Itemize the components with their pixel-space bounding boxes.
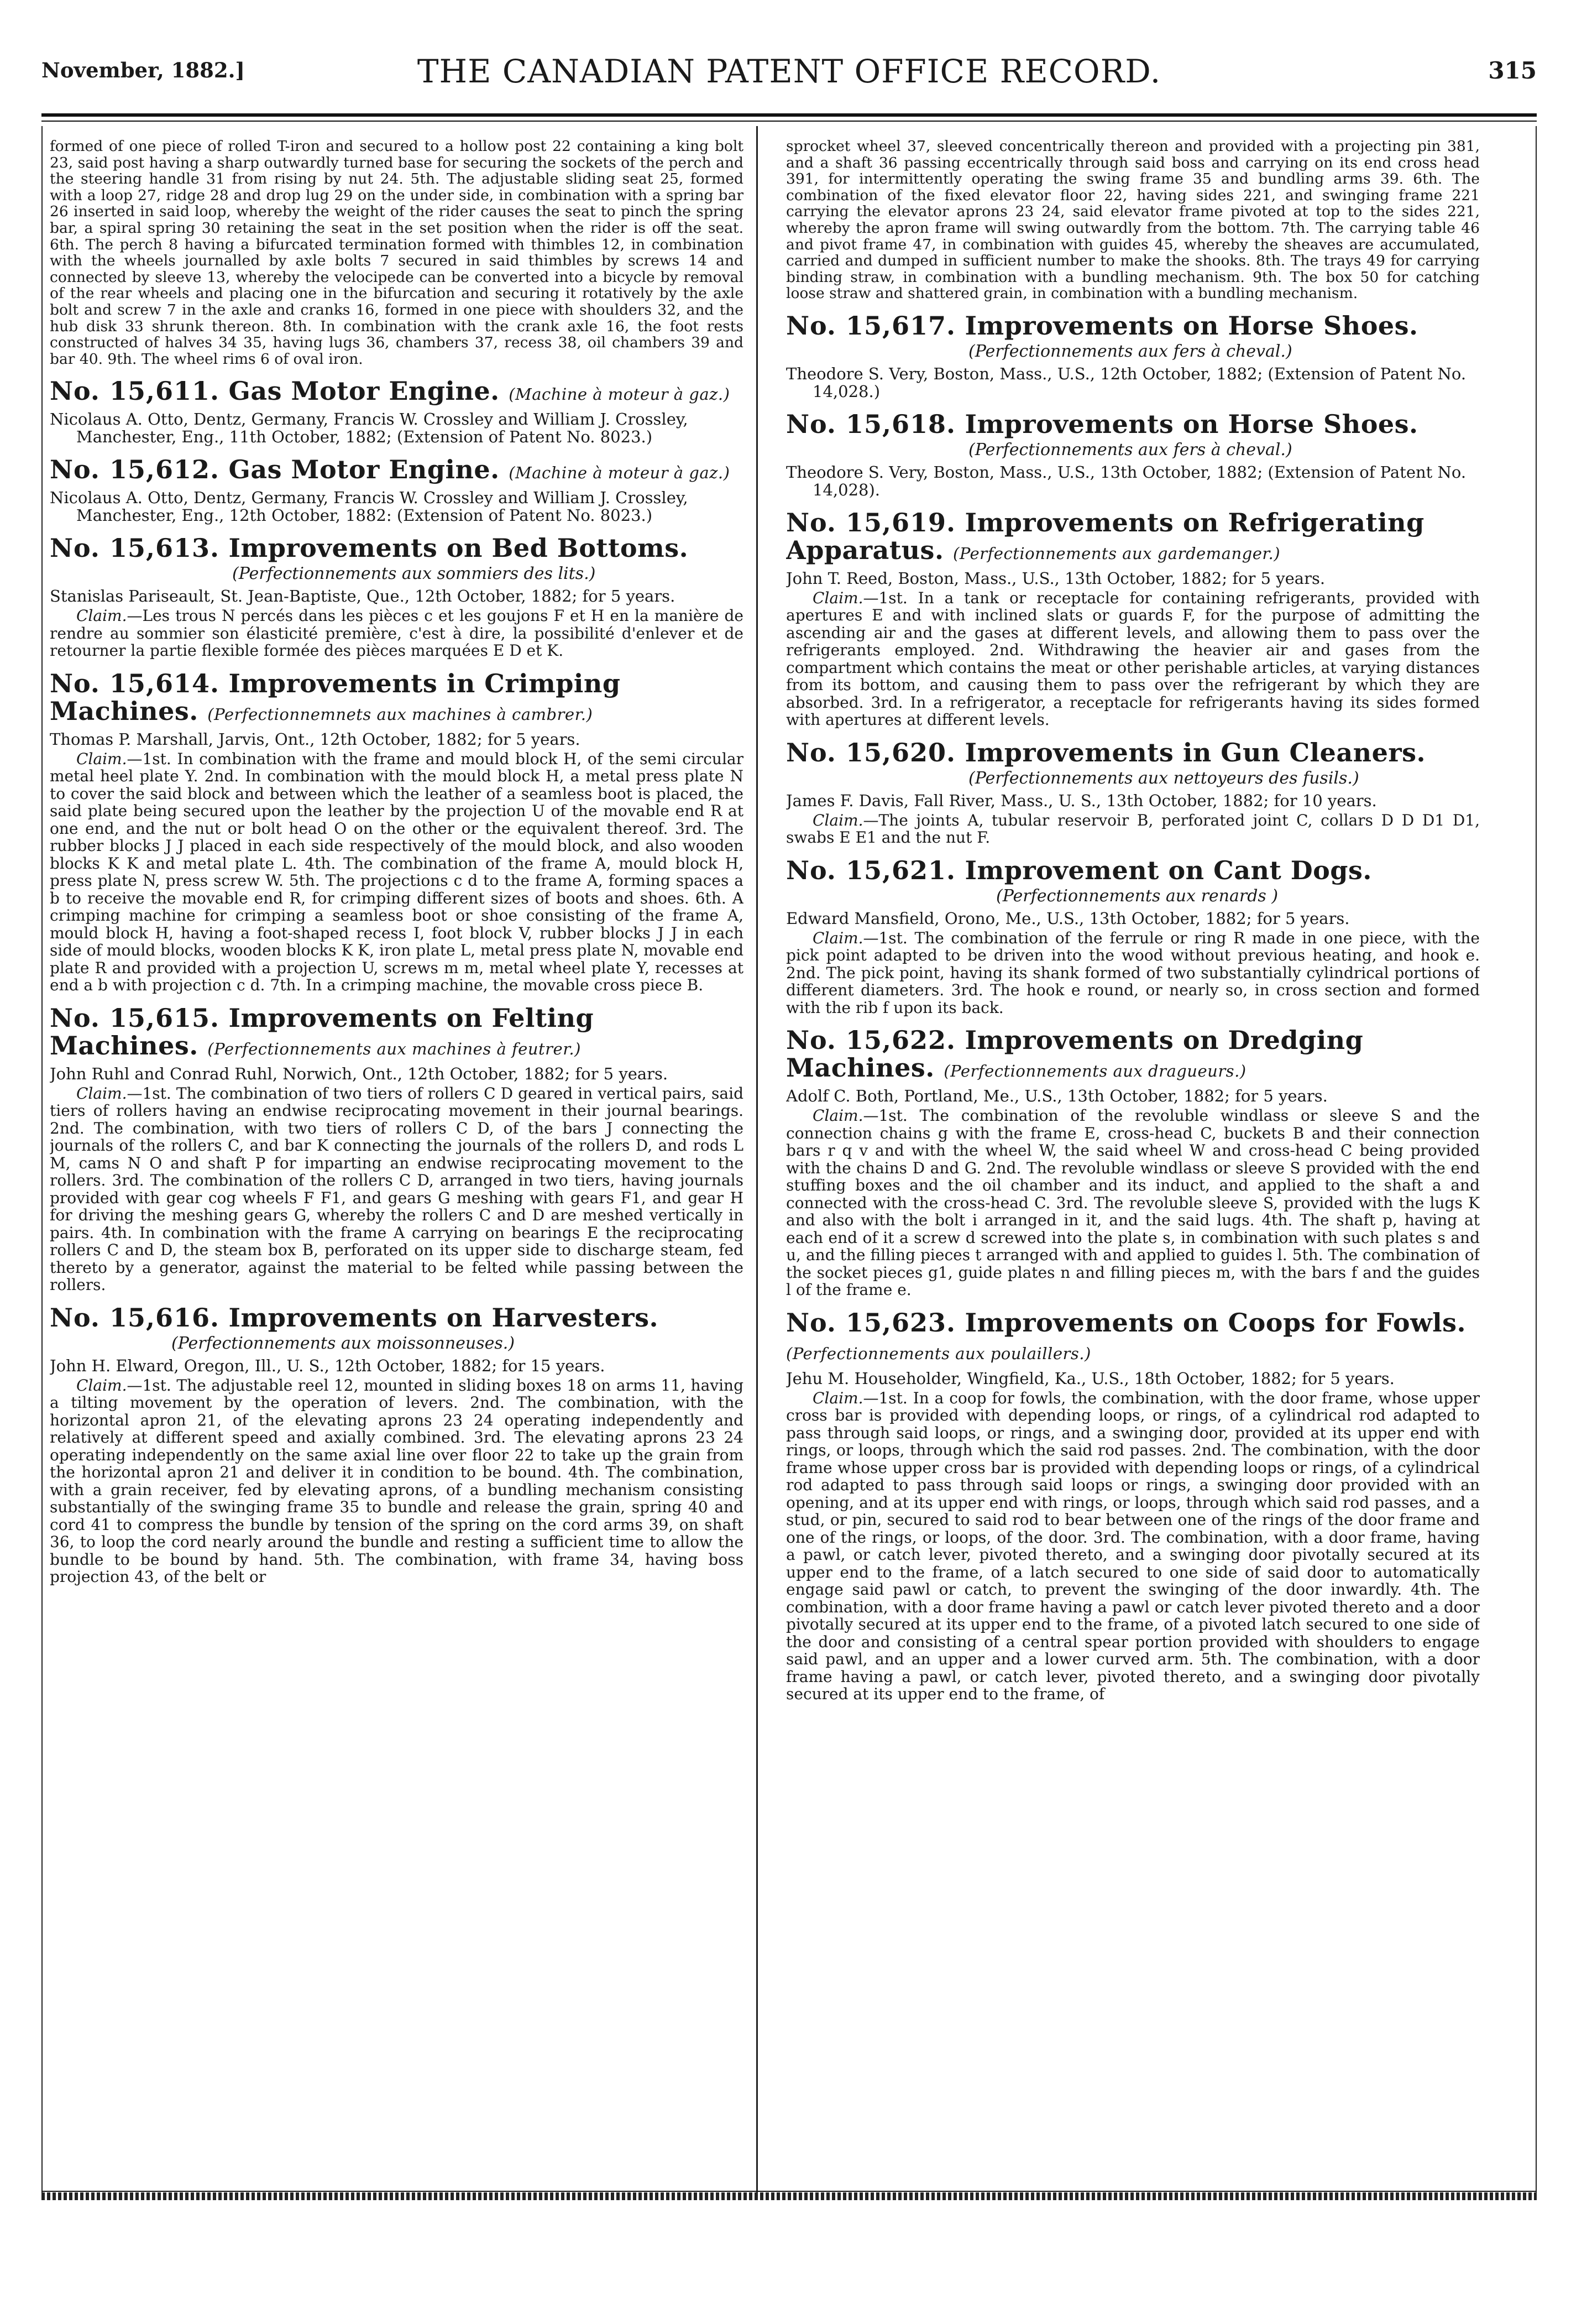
patent-number: No. 15,620. xyxy=(786,737,956,767)
patent-entry-15622 xyxy=(786,1026,1480,1299)
issue-date: November, 1882.] xyxy=(41,58,245,82)
patent-title: Improvements on Horse Shoes. xyxy=(965,310,1418,341)
patent-title: Gas Motor Engine. xyxy=(228,376,500,406)
patent-entry-15616 xyxy=(50,1304,743,1586)
footer-rule xyxy=(41,2191,1537,2192)
french-title: (Perfectionnements aux fers à cheval.) xyxy=(968,341,1292,361)
patent-title: Improvements in Crimping Machines. xyxy=(50,668,621,726)
patent-title: Improvements on Horse Shoes. xyxy=(965,409,1418,439)
claim-label: Claim. xyxy=(813,1106,863,1125)
french-title: (Perfectionnements aux renards ) xyxy=(996,886,1279,906)
patent-number: No. 15,617. xyxy=(786,310,956,341)
patent-number: No. 15,613. xyxy=(50,533,220,563)
left-column xyxy=(50,138,743,2184)
patent-entry-15620 xyxy=(786,739,1480,847)
patent-number: No. 15,622. xyxy=(786,1025,956,1056)
header-rule-thin xyxy=(41,121,1537,122)
patent-number: No. 15,623. xyxy=(786,1307,956,1338)
patent-entry-15611 xyxy=(50,377,743,446)
patent-entry-15612 xyxy=(50,456,743,524)
french-title: (Perfectionnements aux dragueurs.) xyxy=(944,1062,1247,1081)
claim-label: Claim. xyxy=(76,1376,127,1395)
patent-title: Improvements on Bed Bottoms. xyxy=(228,533,689,563)
patentee: Adolf C. Both, Portland, Me., U.S., 13th October, 1882; for 5 years. xyxy=(786,1087,1328,1106)
column-divider xyxy=(756,126,758,2192)
patentee: John T. Reed, Boston, Mass., U.S., 13th October, 1882; for 5 years. xyxy=(786,568,1326,588)
patentee: James F. Davis, Fall River, Mass., U. S., 13th October, 1882; for 10 years. xyxy=(786,791,1377,810)
claim-text xyxy=(50,750,743,994)
claim-body: —1st. In a coop for fowls, the combination, with the door frame, whose upper cross bar is provided with depending loops, or rings, of a cylindrical rod adapted to pass through said loops, or rings, and a swinging door, provided at its upper end with rings, or loops, through which the said rod passes. 2nd. The combination, with the door frame whose upper cross bar is provided with depending loops or rings, of a cylindrical rod adapted to pass through said loops or rings, a swinging door provided with an opening, and at its upper end with rings, or loops, through which said rod passes, and a stud, or pin, secured to said rod to bear between one of the rings of the door frame and one of the rings, or loops, of the door. 3rd. The combination, with a door frame, having a pawl, or catch lever, pivoted thereto, and a swinging door pivotally secured at its upper end to the frame, of a latch secured to one side of said door to automatically engage said pawl or catch, to prevent the swinging of the door inwardly. 4th. The combination, with a door frame having a pawl or catch lever pivoted thereto and a door pivotally secured at its upper end to the frame, of a pivoted latch secured to one side of the door and consisting of a central spear portion provided with shoulders to engage said pawl, and an upper and a lower curved arm. 5th. The combination, with a door frame having a pawl, or catch lever, pivoted thereto, and a swinging door pivotally secured at its upper end to the frame, of xyxy=(786,1388,1480,1704)
patentee: John H. Elward, Oregon, Ill., U. S., 12th October, 1882; for 15 years. xyxy=(50,1356,605,1375)
french-title: (Perfectionnemnets aux machines à cambrer.) xyxy=(207,704,593,724)
patent-heading xyxy=(50,534,743,562)
french-title: (Perfectionnements aux sommiers des lits.) xyxy=(232,564,596,584)
patentee: Nicolaus A. Otto, Dentz, Germany, Francis W. Crossley and William J. Crossley, Manchester, Eng., 11th October, 1882; (Extension of Patent No. 8023.) xyxy=(50,410,688,447)
right-column xyxy=(786,138,1480,2184)
carryover-text: formed of one piece of rolled T-iron and secured to a hollow post 22 containing a king bolt 23, said post having a sharp outwardly turned base for securing the sockets of the perch and the steering handle 31 from rising by nut 24. 5th. The adjustable sliding seat 25, formed with a loop 27, ridge 28 and drop lug 29 on the under side, in combination with a spring bar 26 inserted in said loop, whereby the weight of the rider causes the seat to pinch the spring bar, a spiral spring 30 retaining the seat in the set position when the rider is off the seat. 6th. The perch 8 having a bifurcated termination formed with thimbles 12, in combination with the wheels journalled by axle bolts 7 secured in said thimbles by screws 14 and connected by sleeve 13, whereby the velocipede can be converted into a bicycle by removal of the rear wheels and placing one in the bifurcation and securing it rotatively by the axle bolt and screw 7 in the axle and cranks 16, formed in one piece with shoulders 32, and the hub disk 33 shrunk thereon. 8th. In combination with the crank axle 16, the foot rests constructed of halves 34 35, having lugs 36, chambers 37, recess 38, oil chambers 39 and bar 40. 9th. The wheel rims 6 of oval iron. xyxy=(50,138,743,368)
patent-entry-15613 xyxy=(50,534,743,660)
footer-ornament-rule xyxy=(41,2192,1537,2200)
french-title: (Perfectionnements aux poulaillers.) xyxy=(786,1344,1091,1363)
french-title: (Perfectionnements aux moissonneuses.) xyxy=(171,1333,515,1353)
patent-entry-15619 xyxy=(786,509,1480,729)
patentee: Theodore S. Very, Boston, Mass., U.S., 13th October, 1882; (Extension of Patent No. 14,028). xyxy=(786,462,1467,499)
claim-body: —1st. The adjustable reel 12, mounted in sliding boxes 18 on arms 11, having a tilting movement by the operation of levers. 2nd. The combination, with the horizontal apron 21, of the elevating aprons 23 24 operating independently and relatively at different speed and axially combined. 3rd. The elevating aprons 23 24 operating independently on the same axial line over floor 22 to take up the grain from the horizontal apron 21 and deliver it in condition to be bound. 4th. The combination, with a grain receiver, fed by elevating aprons, of a bundling mechanism consisting substantially of the swinging frame 35 to bundle and release the grain, spring 40 and cord 41 to compress the bundle by tension of the spring on the cord arms 39, on shaft 36, to loop the cord nearly around the bundle and resting a sufficient time to allow the bundle to be bound by hand. 5th. The combination, with frame 34, having boss projection 43, of the belt or xyxy=(50,1376,743,1586)
patent-number: No. 15,615. xyxy=(50,1002,220,1033)
claim-text xyxy=(50,1085,743,1294)
patentee: Nicolaus A. Otto, Dentz, Germany, Francis W. Crossley and William J. Crossley, Manchester, Eng., 12th October, 1882: (Extension of Patent No. 8023.) xyxy=(50,488,688,525)
french-title: (Perfectionnements aux machines à feutrer.) xyxy=(207,1039,581,1058)
patent-number: No. 15,618. xyxy=(786,409,956,439)
patent-entry-15617 xyxy=(786,312,1480,400)
claim-text xyxy=(50,607,743,660)
patent-entry-15614 xyxy=(50,670,743,994)
claim-text xyxy=(50,1377,743,1586)
claim-body: —The joints A, tubular reservoir B, perforated joint C, collars D D D1 D1, swabs E E1 and the nut F. xyxy=(786,811,1480,847)
french-title: (Machine à moteur à gaz.) xyxy=(509,463,730,483)
patent-title: Improvements on Refrigerating Apparatus. xyxy=(786,507,1425,565)
claim-text xyxy=(786,1107,1480,1299)
claim-text xyxy=(786,812,1480,847)
claim-body: —Les trous N percés dans les pièces c et les goujons F et H en la manière de rendre au sommier son élasticité première, c'est à dire, la possibilité d'enlever et de retourner la partie flexible formée des pièces marquées E D et K. xyxy=(50,607,743,660)
header-rule-thick xyxy=(41,113,1537,117)
french-title: (Machine à moteur à gaz.) xyxy=(509,385,730,404)
claim-text xyxy=(786,1390,1480,1703)
claim-label: Claim. xyxy=(76,749,127,768)
claim-body: —1st. In a tank or receptacle for containing refrigerants, provided with apertures E and with inclined slats or guards F, for the purpose of admitting the ascending air and the gases at different levels, and allowing them to pass over the refrigerants employed. 2nd. Withdrawing the heavier air and gases from the compartment which contains the meat or other perishable articles, at varying distances from its bottom, and causing them to pass over the refrigerant by which they are absorbed. 3rd. In a refrigerator, a receptacle for refrigerants having its sides formed with apertures at different levels. xyxy=(786,588,1480,729)
patent-number: No. 15,611. xyxy=(50,376,220,406)
french-title: (Perfectionnements aux fers à cheval.) xyxy=(968,440,1292,459)
patent-title: Improvements in Gun Cleaners. xyxy=(965,737,1426,767)
claim-body: —1st. In combination with the frame and mould block H, of the semi circular metal heel plate Y. 2nd. In combination with the mould block H, a metal press plate N to cover the said block and between which the leather of a seamless boot is placed, the said plate being secured upon the leather by the projection U of the movable end R at one end, and the nut or bolt head O on the other or the equivalent thereof. 3rd. The rubber blocks J J placed in each side respectively of the mould block, and also wooden blocks K K and metal plate L. 4th. The combination of the frame A, mould block H, press plate N, press screw W. 5th. The projections c d to the frame A, forming spaces a b to receive the movable end R, for crimping different sizes of boots and shoes. 6th. A crimping machine for crimping a seamless boot or shoe consisting of the frame A, mould block H, having a foot-shaped recess I, foot block V, rubber blocks J J in each side of mould blocks, wooden blocks K K, iron plate L, metal press plate N, movable end plate R and provided with a projection U, screws m m, metal wheel plate Y, recesses at end a b with projection c d. 7th. In a crimping machine, the movable cross piece B. xyxy=(50,749,743,995)
patent-number: No. 15,616. xyxy=(50,1302,220,1333)
patent-title: Improvements on Harvesters. xyxy=(228,1302,659,1333)
page-number: 315 xyxy=(1488,57,1537,84)
claim-label: Claim. xyxy=(813,1388,863,1407)
claim-label: Claim. xyxy=(813,588,863,607)
patent-entry-15618 xyxy=(786,410,1480,499)
claim-label: Claim. xyxy=(76,607,127,625)
claim-text xyxy=(786,929,1480,1017)
claim-body: —1st. The combination of two tiers of rollers C D geared in vertical pairs, said tiers of rollers having an endwise reciprocating movement in their journal bearings. 2nd. The combination, with two tiers of rollers C D, of the bars J connecting the journals of the rollers C, and bar K connecting the journals of the rollers D, and rods L M, cams N O and shaft P for imparting an endwise reciprocating movement to the rollers. 3rd. The combination of the rollers C D, arranged in two tiers, having journals provided with gear cog wheels F F1, and gears G meshing with gears F1, and gear H for driving the meshing gears G, whereby the rollers C and D are meshed vertically in pairs. 4th. In combination with the frame A carrying on bearings E the reciprocating rollers C and D, the steam box B, perforated on its upper side to discharge steam, fed thereto by a generator, against the material to be felted while passing between the rollers. xyxy=(50,1084,743,1294)
patentee: Jehu M. Householder, Wingfield, Ka., U.S., 18th October, 1882; for 5 years. xyxy=(786,1369,1395,1388)
patent-title: Improvement on Cant Dogs. xyxy=(965,855,1372,885)
patentee: Edward Mansfield, Orono, Me., U.S., 13th October, 1882; for 5 years. xyxy=(786,908,1350,928)
patentee: John Ruhl and Conrad Ruhl, Norwich, Ont., 12th October, 1882; for 5 years. xyxy=(50,1064,668,1083)
patent-title: Improvements on Coops for Fowls. xyxy=(965,1307,1467,1338)
claim-text xyxy=(786,589,1480,729)
patent-title: Gas Motor Engine. xyxy=(228,455,500,485)
patent-number: No. 15,621. xyxy=(786,855,956,885)
journal-title: THE CANADIAN PATENT OFFICE RECORD. xyxy=(417,53,1161,90)
patent-number: No. 15,614. xyxy=(50,668,220,698)
patent-title: Improvements on Dredging Machines. xyxy=(786,1025,1364,1083)
claim-label: Claim. xyxy=(813,811,863,829)
claim-body: —1st. The combination of the ferrule or ring R made in one piece, with the pick point adapted to be driven into the wood without previous heating, and hook e. 2nd. The pick point, having its shank formed of two substantially cylindrical portions of different diameters. 3rd. The hook e round, or nearly so, in cross section and formed with the rib f upon its back. xyxy=(786,928,1480,1017)
patentee: Thomas P. Marshall, Jarvis, Ont., 12th October, 1882; for 5 years. xyxy=(50,729,580,749)
patent-entry-15615 xyxy=(50,1004,743,1294)
french-title: (Perfectionnements aux nettoyeurs des fusils.) xyxy=(968,768,1359,788)
carryover-text: sprocket wheel 37, sleeved concentrically thereon and provided with a projecting pin 381, and a shaft 36 passing eccentrically through said boss and carrying on its end cross head 391, for intermittently operating the swing frame 35 and bundling arms 39. 6th. The combination of the fixed elevator floor 22, having sides 221, and swinging frame 221 carrying the elevator aprons 23 24, said elevator frame pivoted at top to the sides 221, whereby the apron frame will swing outwardly from the bottom. 7th. The carrying table 46 and pivot frame 47, in combination with guides 45, whereby the sheaves are accumulated, carried and dumped in sufficient number to make the shooks. 8th. The trays 49 for carrying binding straw, in combination with a bundling mechanism. 9th. The box 50 for catching loose straw and shattered grain, in combination with a bundling mechanism. xyxy=(786,138,1480,302)
patent-number: No. 15,612. xyxy=(50,455,220,485)
claim-label: Claim. xyxy=(813,928,863,947)
patentee: Stanislas Pariseault, St. Jean-Baptiste, Que., 12th October, 1882; for 5 years. xyxy=(50,587,675,606)
patent-entry-15623 xyxy=(786,1309,1480,1703)
patent-number: No. 15,619. xyxy=(786,507,956,537)
french-title: (Perfectionnements aux gardemanger.) xyxy=(953,544,1281,563)
claim-label: Claim. xyxy=(76,1084,127,1103)
running-header xyxy=(41,53,1537,102)
claim-body: —1st. The combination of the revoluble windlass or sleeve S and the connection chains g with the frame E, cross-head C, buckets B and their connection bars r q v and with the wheel W, the said wheel W and cross-head C being provided with the chains D and G. 2nd. The revoluble windlass or sleeve S provided with the end stuffing boxes and the oil chamber and its induct, and applied to the shaft a and connected with the cross-head C. 3rd. The revoluble sleeve S, provided with the lugs K and also with the bolt i arranged in it, and the said lugs. 4th. The shaft p, having at each end of it a screw d screwed into the plate s, in combination with such plates s and u, and the filling pieces t arranged with and applied to guides l. 5th. The combination of the socket pieces g1, guide plates n and filling pieces m, with the bars f and the guides l of the frame e. xyxy=(786,1106,1480,1299)
patentee: Theodore S. Very, Boston, Mass., U.S., 12th October, 1882; (Extension of Patent No. 14,028.) xyxy=(786,364,1467,401)
frame-right-rule xyxy=(1536,126,1537,2192)
patent-title: Improvements on Felting Machines. xyxy=(50,1002,594,1061)
patent-entry-15621 xyxy=(786,857,1480,1017)
frame-left-rule xyxy=(41,126,43,2192)
